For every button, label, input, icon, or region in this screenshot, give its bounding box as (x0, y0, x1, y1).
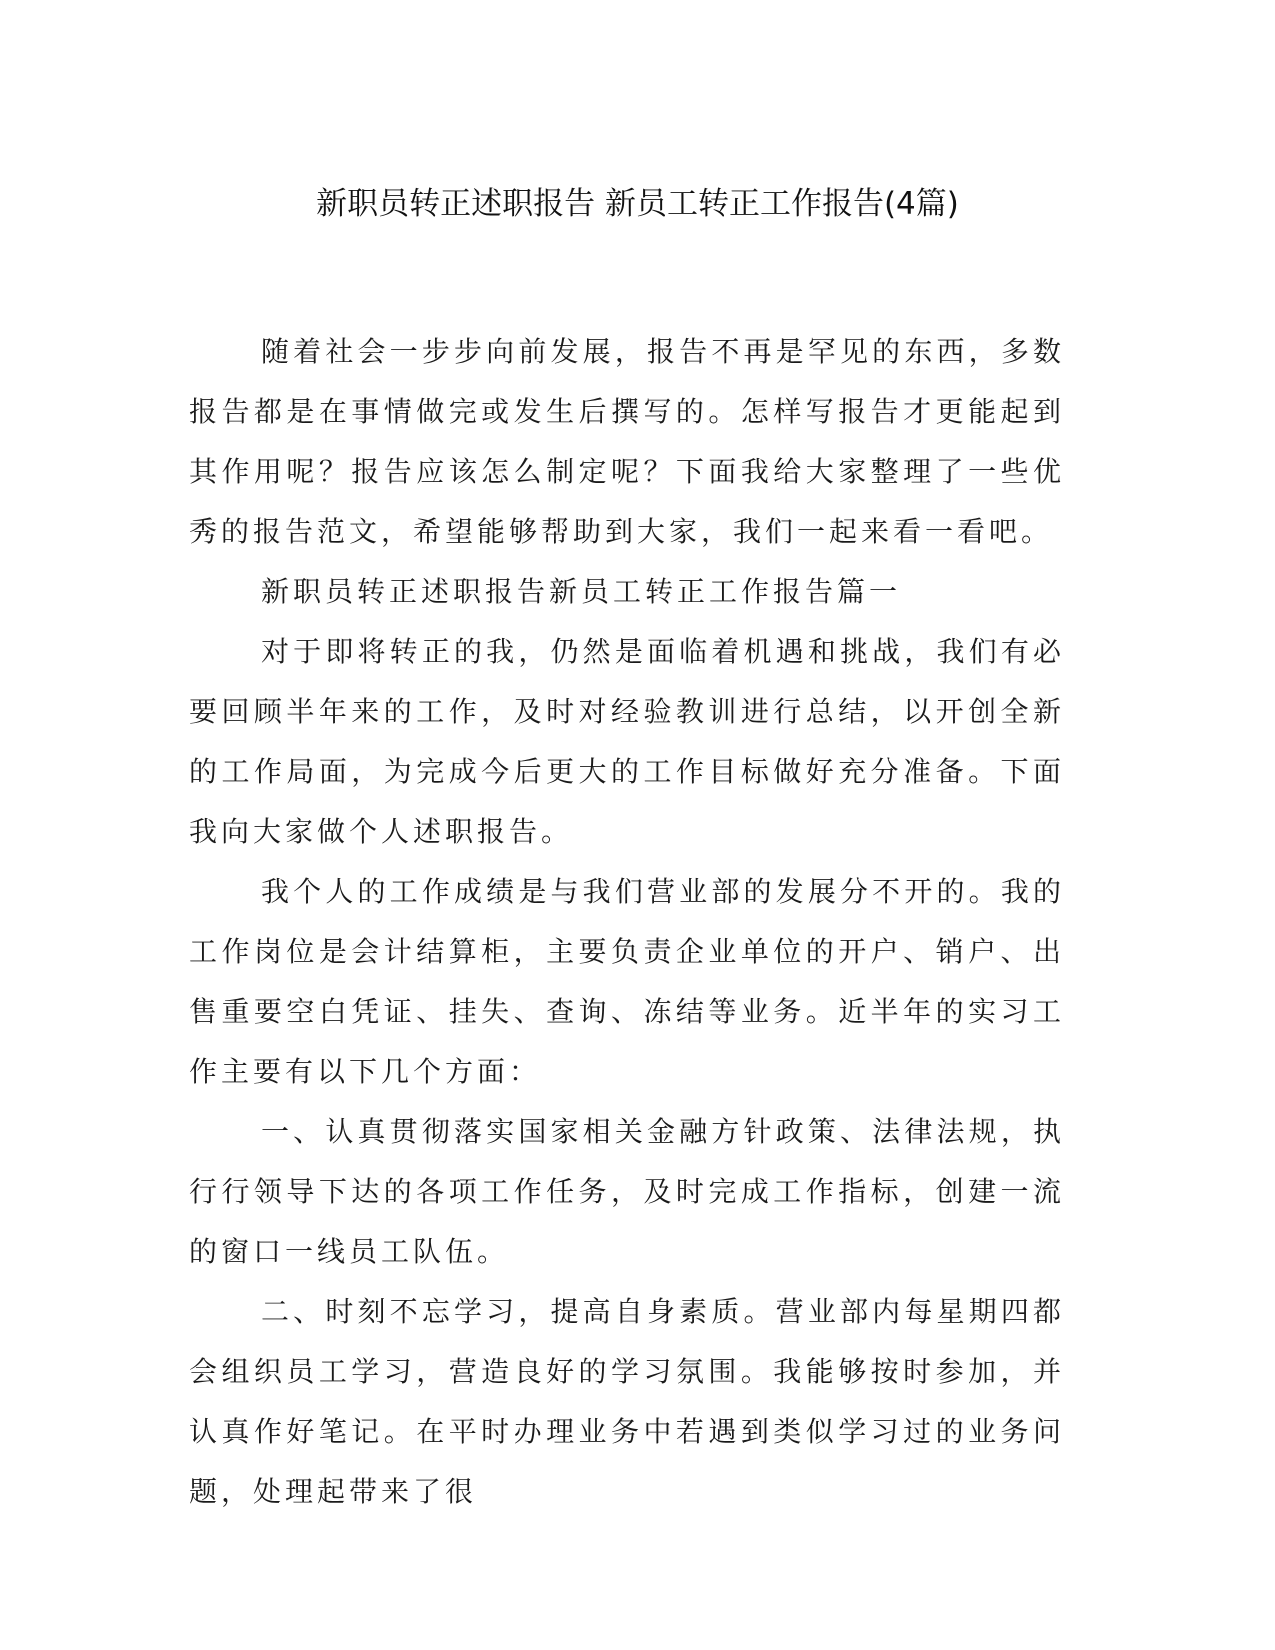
section-heading: 新职员转正述职报告新员工转正工作报告篇一 (261, 575, 902, 608)
document-title: 新职员转正述职报告 新员工转正工作报告(4篇) (316, 186, 959, 222)
list-paragraph-two: 二、时刻不忘学习，提高自身素质。营业部内每星期四都会组织员工学习，营造良好的学习氛围。我能够按时参加，并认真作好笔记。在平时办理业务中若遇到类似学习过的业务问题，处理起带来了很 (189, 1295, 1065, 1508)
body-paragraph: 我个人的工作成绩是与我们营业部的发展分不开的。我的工作岗位是会计结算柜，主要负责企业单位的开户、销户、出售重要空白凭证、挂失、查询、冻结等业务。近半年的实习工作主要有以下几个方面： (189, 875, 1065, 1088)
document-body (189, 322, 1065, 1522)
list-paragraph-one: 一、认真贯彻落实国家相关金融方针政策、法律法规，执行行领导下达的各项工作任务，及时完成工作指标，创建一流的窗口一线员工队伍。 (189, 1115, 1065, 1268)
intro-paragraph: 随着社会一步步向前发展，报告不再是罕见的东西，多数报告都是在事情做完或发生后撰写的。怎样写报告才更能起到其作用呢？报告应该怎么制定呢？下面我给大家整理了一些优秀的报告范文，希望能够帮助到大家，我们一起来看一看吧。 (189, 335, 1065, 548)
body-paragraph: 对于即将转正的我，仍然是面临着机遇和挑战，我们有必要回顾半年来的工作，及时对经验教训进行总结，以开创全新的工作局面，为完成今后更大的工作目标做好充分准备。下面我向大家做个人述职报告。 (189, 635, 1065, 848)
